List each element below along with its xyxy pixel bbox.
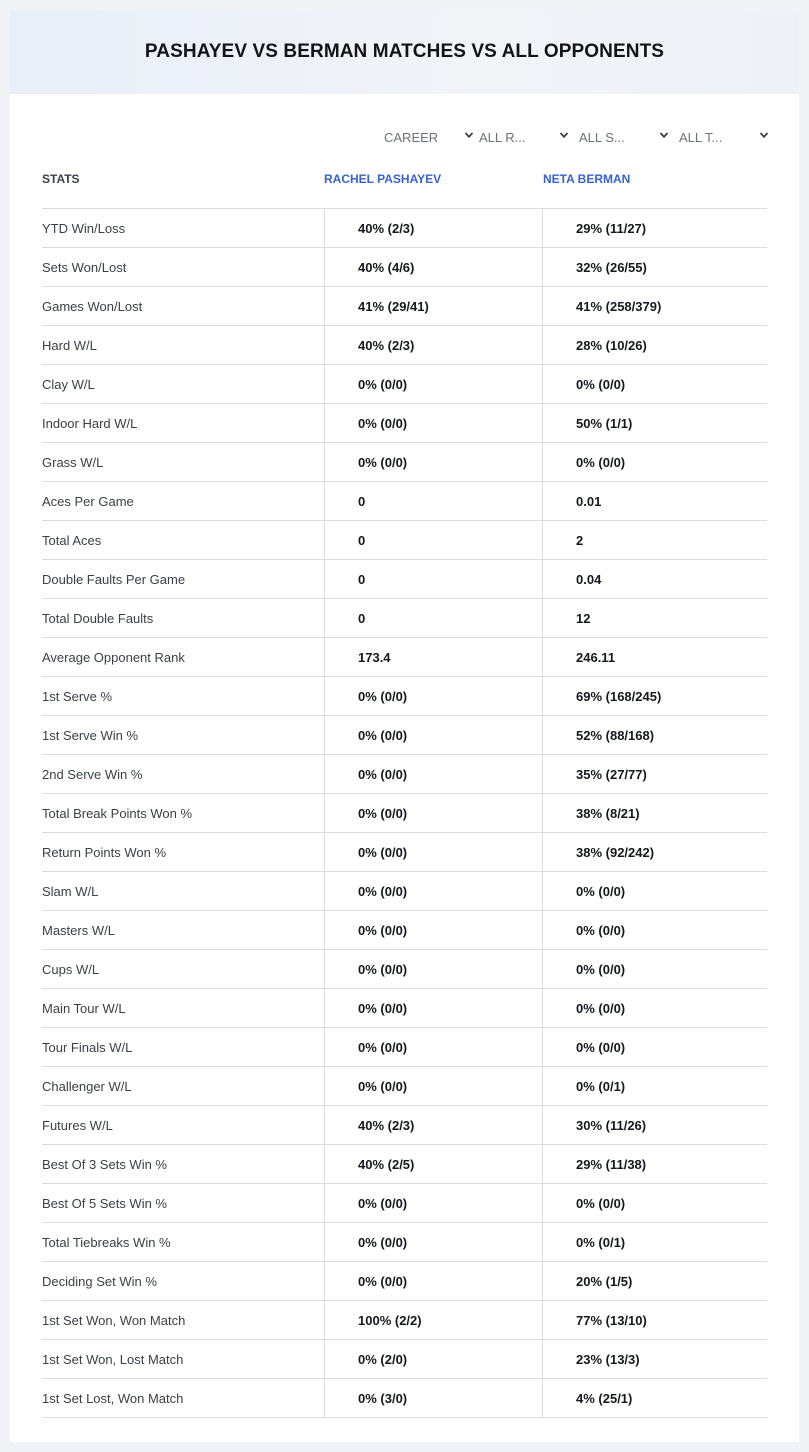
card-header	[10, 10, 799, 94]
table-row	[42, 989, 767, 1028]
table-row	[42, 326, 767, 365]
player1-value: 40% (4/6)	[324, 248, 542, 287]
player2-value: 30% (11/26)	[542, 1106, 767, 1145]
player1-value: 40% (2/3)	[324, 326, 542, 365]
stat-label: Return Points Won %	[42, 845, 167, 860]
stat-label: Main Tour W/L	[42, 1001, 126, 1016]
chevron-down-icon	[659, 130, 669, 140]
table-row	[42, 287, 767, 326]
table-row	[42, 1223, 767, 1262]
player1-value: 0% (0/0)	[324, 404, 542, 443]
table-row	[42, 755, 767, 794]
chevron-down-icon	[559, 130, 569, 140]
table-row	[42, 1184, 767, 1223]
player2-value: 0% (0/0)	[542, 365, 767, 404]
player1-value: 0% (0/0)	[324, 755, 542, 794]
chevron-down-icon	[464, 130, 474, 140]
player2-value: 0.01	[542, 482, 767, 521]
table-row	[42, 1028, 767, 1067]
table-row	[42, 404, 767, 443]
player2-value: 12	[542, 599, 767, 638]
player1-value: 0% (0/0)	[324, 1184, 542, 1223]
filter-label: CAREER	[384, 129, 439, 145]
stat-label: 2nd Serve Win %	[42, 767, 143, 782]
stats-table	[42, 208, 767, 1418]
player2-value: 0% (0/0)	[542, 989, 767, 1028]
chevron-down-icon	[759, 130, 769, 140]
table-row	[42, 872, 767, 911]
table-row	[42, 443, 767, 482]
stat-label: Tour Finals W/L	[42, 1040, 133, 1055]
table-row	[42, 248, 767, 287]
player2-value: 29% (11/27)	[542, 209, 767, 248]
stats-card	[10, 10, 799, 1442]
table-row	[42, 794, 767, 833]
page-title: PASHAYEV VS BERMAN MATCHES VS ALL OPPONENTS	[144, 41, 665, 62]
player1-value: 0% (0/0)	[324, 443, 542, 482]
player1-value: 0% (0/0)	[324, 794, 542, 833]
filter-label: ALL R...	[479, 129, 526, 145]
player1-value: 0% (0/0)	[324, 1067, 542, 1106]
player1-value: 0% (0/0)	[324, 989, 542, 1028]
player1-value: 0% (0/0)	[324, 950, 542, 989]
table-row	[42, 638, 767, 677]
table-row	[42, 1106, 767, 1145]
player2-value: 0% (0/1)	[542, 1067, 767, 1106]
stat-label: 1st Set Lost, Won Match	[42, 1391, 184, 1406]
stat-label: Indoor Hard W/L	[42, 416, 138, 431]
table-row	[42, 521, 767, 560]
stat-label: YTD Win/Loss	[42, 221, 126, 236]
stat-label: Total Tiebreaks Win %	[42, 1235, 171, 1250]
stat-label: Total Break Points Won %	[42, 806, 193, 821]
player1-value: 0	[324, 560, 542, 599]
filter-tournament-select[interactable]	[679, 126, 774, 148]
player2-value: 4% (25/1)	[542, 1379, 767, 1418]
player2-value: 246.11	[542, 638, 767, 677]
player1-value: 0% (0/0)	[324, 1028, 542, 1067]
table-row	[42, 1340, 767, 1379]
table-row	[42, 482, 767, 521]
stat-label: Total Double Faults	[42, 611, 154, 626]
player1-value: 0% (0/0)	[324, 833, 542, 872]
table-row	[42, 599, 767, 638]
stat-label: Total Aces	[42, 533, 102, 548]
player2-value: 35% (27/77)	[542, 755, 767, 794]
stat-label: Challenger W/L	[42, 1079, 132, 1094]
stat-label: Games Won/Lost	[42, 299, 143, 314]
table-row	[42, 833, 767, 872]
player2-value: 2	[542, 521, 767, 560]
stat-label: Futures W/L	[42, 1118, 113, 1133]
stat-label: Best Of 5 Sets Win %	[42, 1196, 167, 1211]
stat-label: 1st Set Won, Lost Match	[42, 1352, 184, 1367]
player1-value: 100% (2/2)	[324, 1301, 542, 1340]
player1-value: 0% (2/0)	[324, 1340, 542, 1379]
table-row	[42, 677, 767, 716]
table-row	[42, 365, 767, 404]
player1-value: 40% (2/5)	[324, 1145, 542, 1184]
player2-value: 28% (10/26)	[542, 326, 767, 365]
player2-value: 52% (88/168)	[542, 716, 767, 755]
table-row	[42, 1379, 767, 1418]
player1-value: 0	[324, 482, 542, 521]
player2-value: 20% (1/5)	[542, 1262, 767, 1301]
stat-label: 1st Serve %	[42, 689, 113, 704]
table-row	[42, 1301, 767, 1340]
stat-label: Aces Per Game	[42, 494, 134, 509]
player2-value: 0% (0/0)	[542, 872, 767, 911]
player1-value: 0	[324, 521, 542, 560]
player1-value: 0% (0/0)	[324, 911, 542, 950]
player1-value: 40% (2/3)	[324, 209, 542, 248]
stat-label: Deciding Set Win %	[42, 1274, 157, 1289]
player2-value: 41% (258/379)	[542, 287, 767, 326]
table-row	[42, 950, 767, 989]
table-row	[42, 209, 767, 248]
player2-column-header[interactable]: NETA BERMAN	[543, 172, 631, 186]
player2-value: 32% (26/55)	[542, 248, 767, 287]
stat-label: Average Opponent Rank	[42, 650, 185, 665]
table-row	[42, 560, 767, 599]
player1-value: 173.4	[324, 638, 542, 677]
player2-value: 29% (11/38)	[542, 1145, 767, 1184]
player2-value: 0% (0/1)	[542, 1223, 767, 1262]
player1-value: 0% (0/0)	[324, 1262, 542, 1301]
player1-value: 41% (29/41)	[324, 287, 542, 326]
player2-value: 0% (0/0)	[542, 1028, 767, 1067]
stat-label: Clay W/L	[42, 377, 95, 392]
filter-surface-select[interactable]	[579, 126, 674, 148]
stat-label: Hard W/L	[42, 338, 97, 353]
stat-label: 1st Serve Win %	[42, 728, 139, 743]
stat-label: Best Of 3 Sets Win %	[42, 1157, 167, 1172]
filter-round-select[interactable]	[479, 126, 574, 148]
player1-value: 0% (0/0)	[324, 365, 542, 404]
stat-label: Grass W/L	[42, 455, 104, 470]
player1-column-header[interactable]: RACHEL PASHAYEV	[324, 172, 442, 186]
player1-value: 40% (2/3)	[324, 1106, 542, 1145]
table-row	[42, 716, 767, 755]
stats-column-header: STATS	[42, 172, 80, 186]
player2-value: 50% (1/1)	[542, 404, 767, 443]
stat-label: Masters W/L	[42, 923, 115, 938]
player2-value: 69% (168/245)	[542, 677, 767, 716]
player2-value: 0% (0/0)	[542, 950, 767, 989]
player1-value: 0% (0/0)	[324, 872, 542, 911]
player2-value: 23% (13/3)	[542, 1340, 767, 1379]
table-row	[42, 1067, 767, 1106]
filter-label: ALL S...	[579, 129, 625, 145]
stat-label: Slam W/L	[42, 884, 99, 899]
player1-value: 0% (3/0)	[324, 1379, 542, 1418]
player2-value: 0% (0/0)	[542, 1184, 767, 1223]
stat-label: Sets Won/Lost	[42, 260, 127, 275]
player2-value: 0% (0/0)	[542, 911, 767, 950]
player2-value: 0% (0/0)	[542, 443, 767, 482]
player1-value: 0% (0/0)	[324, 677, 542, 716]
player2-value: 38% (8/21)	[542, 794, 767, 833]
player1-value: 0	[324, 599, 542, 638]
stat-label: Double Faults Per Game	[42, 572, 186, 587]
player1-value: 0% (0/0)	[324, 1223, 542, 1262]
filter-bar	[370, 126, 770, 148]
table-row	[42, 1262, 767, 1301]
filter-period-select[interactable]	[384, 126, 479, 148]
player2-value: 77% (13/10)	[542, 1301, 767, 1340]
player2-value: 0.04	[542, 560, 767, 599]
table-row	[42, 1145, 767, 1184]
stat-label: 1st Set Won, Won Match	[42, 1313, 186, 1328]
filter-label: ALL T...	[679, 129, 723, 145]
player1-value: 0% (0/0)	[324, 716, 542, 755]
player2-value: 38% (92/242)	[542, 833, 767, 872]
table-row	[42, 911, 767, 950]
stat-label: Cups W/L	[42, 962, 100, 977]
